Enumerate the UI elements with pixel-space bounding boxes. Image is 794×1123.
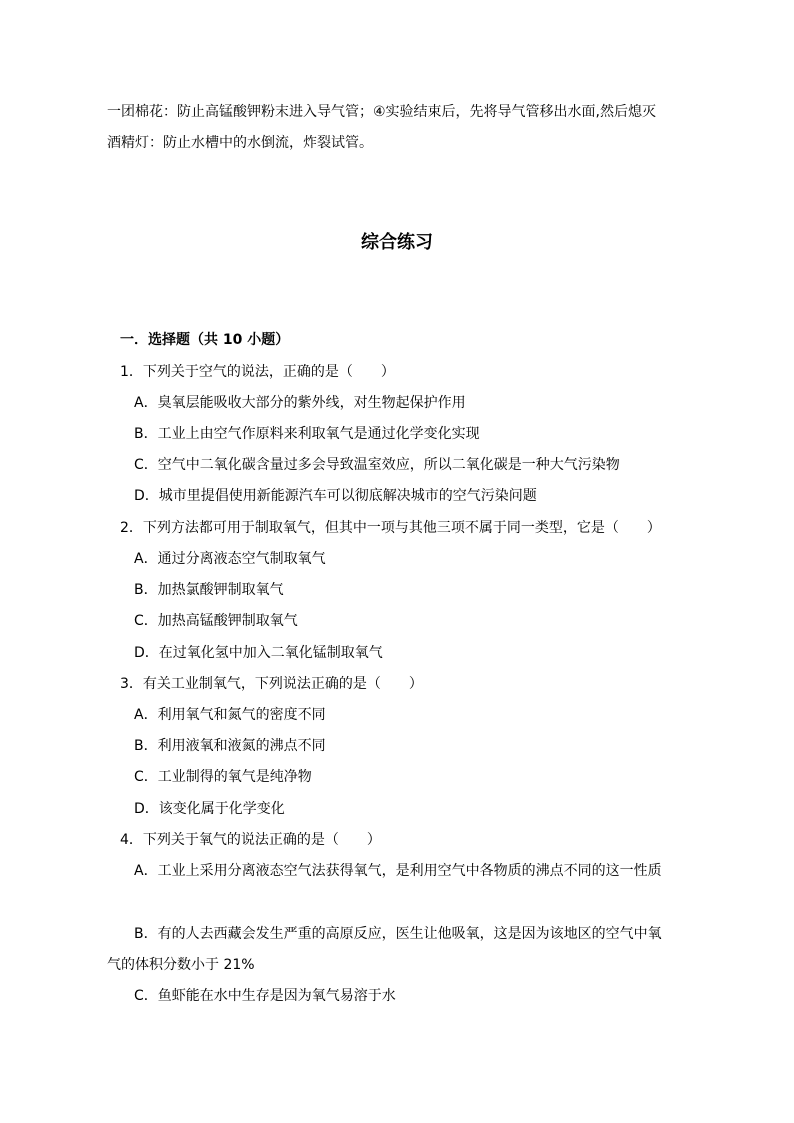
question-3-option-d: D．该变化属于化学变化 xyxy=(134,801,285,817)
question-1-option-b: B．工业上由空气作原料来利取氧气是通过化学变化实现 xyxy=(134,426,480,442)
question-3-option-a: A．利用氧气和氮气的密度不同 xyxy=(134,707,326,723)
section-heading: 一．选择题（共 10 小题） xyxy=(120,332,290,348)
question-2-stem: 2．下列方法都可用于制取氧气，但其中一项与其他三项不属于同一类型，它是（ ） xyxy=(120,520,661,536)
question-2-option-a: A．通过分离液态空气制取氧气 xyxy=(134,551,326,567)
question-3-option-b: B．利用液氧和液氮的沸点不同 xyxy=(134,738,326,754)
question-3-option-c: C．工业制得的氧气是纯净物 xyxy=(134,769,312,785)
question-4-option-c: C．鱼虾能在水中生存是因为氧气易溶于水 xyxy=(134,988,396,1004)
question-2-option-c: C．加热高锰酸钾制取氧气 xyxy=(134,613,298,629)
question-2-option-b: B．加热氯酸钾制取氧气 xyxy=(134,582,284,598)
question-4-option-b: B．有的人去西藏会发生严重的高原反应，医生让他吸氧，这是因为该地区的空气中氧 xyxy=(134,926,662,942)
intro-line-2: 酒精灯：防止水槽中的水倒流，炸裂试管。 xyxy=(107,135,373,151)
page-title: 综合练习 xyxy=(361,232,433,253)
question-4-stem: 4．下列关于氧气的说法正确的是（ ） xyxy=(120,832,381,848)
intro-line-1: 一团棉花：防止高锰酸钾粉末进入导气管；④实验结束后，先将导气管移出水面,然后熄灭 xyxy=(107,104,656,120)
question-4-option-b-continued: 气的体积分数小于 21% xyxy=(107,957,255,973)
question-2-option-d: D．在过氧化氢中加入二氧化锰制取氧气 xyxy=(134,645,383,661)
question-1-option-a: A．臭氧层能吸收大部分的紫外线，对生物起保护作用 xyxy=(134,395,466,411)
question-1-option-d: D．城市里提倡使用新能源汽车可以彻底解决城市的空气污染问题 xyxy=(134,488,537,504)
question-3-stem: 3．有关工业制氧气，下列说法正确的是（ ） xyxy=(120,676,423,692)
question-1-option-c: C．空气中二氧化碳含量过多会导致温室效应，所以二氧化碳是一种大气污染物 xyxy=(134,457,620,473)
question-1-stem: 1．下列关于空气的说法，正确的是（ ） xyxy=(120,364,395,380)
question-4-option-a: A．工业上采用分离液态空气法获得氧气，是利用空气中各物质的沸点不同的这一性质 xyxy=(134,863,662,879)
